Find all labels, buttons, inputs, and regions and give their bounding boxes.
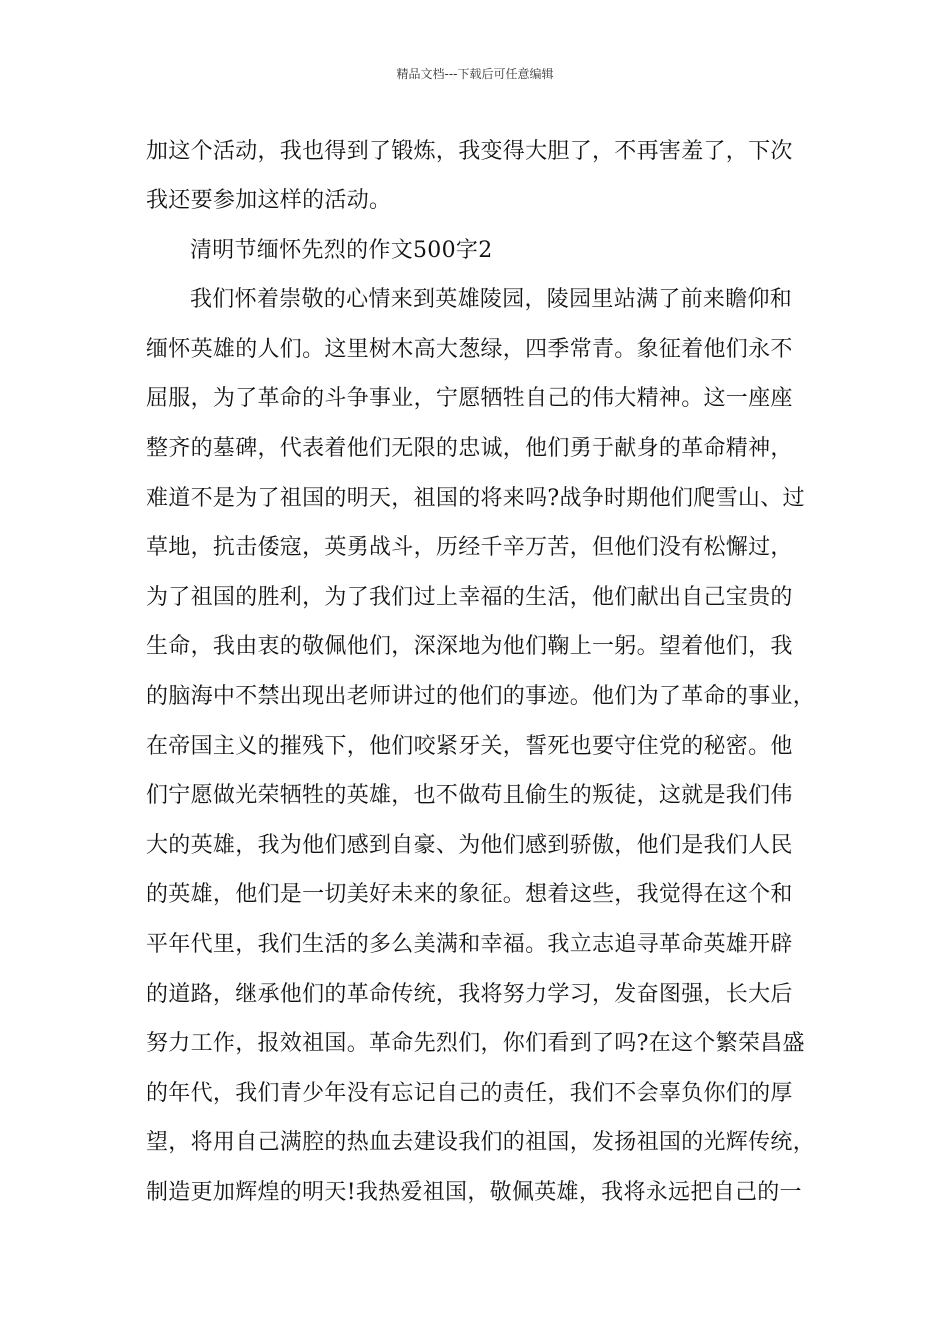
text-line-16: 的英雄，他们是一切美好未来的象征。想着这些，我觉得在这个和 bbox=[146, 882, 793, 907]
page-header: 精品文档---下载后可任意编辑 bbox=[396, 67, 554, 81]
text-line-10: 为了祖国的胜利，为了我们过上幸福的生活，他们献出自己宝贵的 bbox=[146, 585, 793, 610]
text-line-1: 加这个活动，我也得到了锻炼，我变得大胆了，不再害羞了，下次 bbox=[146, 139, 793, 164]
paragraph-first-line: 我们怀着崇敬的心情来到英雄陵园，陵园里站满了前来瞻仰和 bbox=[190, 287, 793, 312]
text-line-8: 难道不是为了祖国的明天，祖国的将来吗?战争时期他们爬雪山、过 bbox=[146, 486, 805, 511]
text-line-12: 的脑海中不禁出现出老师讲过的他们的事迹。他们为了革命的事业， bbox=[146, 684, 816, 709]
text-line-6: 屈服，为了革命的斗争事业，宁愿牺牲自己的伟大精神。这一座座 bbox=[146, 386, 793, 411]
text-line-7: 整齐的墓碑，代表着他们无限的忠诚，他们勇于献身的革命精神， bbox=[146, 436, 793, 461]
text-line-9: 草地，抗击倭寇，英勇战斗，历经千辛万苦，但他们没有松懈过， bbox=[146, 535, 793, 560]
text-line-2: 我还要参加这样的活动。 bbox=[146, 188, 392, 213]
text-line-22: 制造更加辉煌的明天!我热爱祖国，敬佩英雄，我将永远把自己的一 bbox=[146, 1180, 802, 1205]
text-line-20: 的年代，我们青少年没有忘记自己的责任，我们不会辜负你们的厚 bbox=[146, 1081, 793, 1106]
text-line-18: 的道路，继承他们的革命传统，我将努力学习，发奋图强，长大后 bbox=[146, 982, 793, 1007]
text-line-11: 生命，我由衷的敬佩他们，深深地为他们鞠上一躬。望着他们，我 bbox=[146, 634, 793, 659]
text-line-17: 平年代里，我们生活的多么美满和幸福。我立志追寻革命英雄开辟 bbox=[146, 932, 793, 957]
text-line-15: 大的英雄，我为他们感到自豪、为他们感到骄傲，他们是我们人民 bbox=[146, 833, 793, 858]
text-line-21: 望，将用自己满腔的热血去建设我们的祖国，发扬祖国的光辉传统， bbox=[146, 1130, 816, 1155]
section-heading: 清明节缅怀先烈的作文500字2 bbox=[190, 238, 493, 263]
text-line-14: 们宁愿做光荣牺牲的英雄，也不做苟且偷生的叛徒，这就是我们伟 bbox=[146, 783, 793, 808]
text-line-19: 努力工作，报效祖国。革命先烈们，你们看到了吗?在这个繁荣昌盛 bbox=[146, 1031, 805, 1056]
text-line-5: 缅怀英雄的人们。这里树木高大葱绿，四季常青。象征着他们永不 bbox=[146, 337, 793, 362]
text-line-13: 在帝国主义的摧残下，他们咬紧牙关，誓死也要守住党的秘密。他 bbox=[146, 734, 793, 759]
